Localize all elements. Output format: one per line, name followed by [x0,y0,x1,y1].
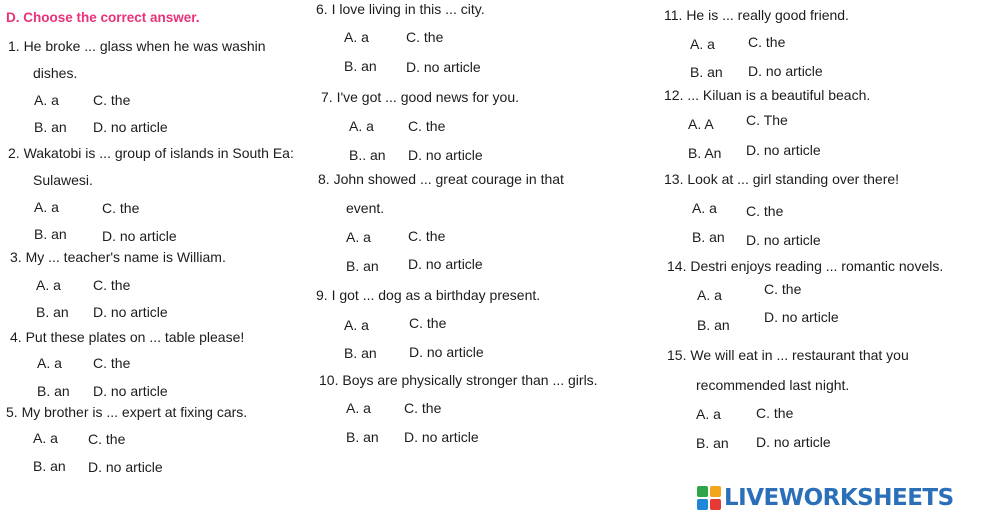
liveworksheets-logo-icon [697,486,721,510]
q14-option-d[interactable]: D. no article [764,309,839,325]
q3-option-c[interactable]: C. the [93,277,131,293]
q6-option-c[interactable]: C. the [406,29,444,45]
q2-option-b[interactable]: B. an [34,226,67,242]
q8-option-c[interactable]: C. the [408,228,446,244]
q4-option-c[interactable]: C. the [93,355,131,371]
q13-option-a[interactable]: A. a [692,200,717,216]
q4-option-d[interactable]: D. no article [93,383,168,399]
question-6-text: 6. I love living in this ... city. [316,1,485,17]
q2-option-d[interactable]: D. no article [102,228,177,244]
question-13-text: 13. Look at ... girl standing over there! [664,171,900,187]
q7-option-a[interactable]: A. a [349,118,374,134]
q9-option-c[interactable]: C. the [409,315,447,331]
q7-option-b[interactable]: B.. an [349,147,386,163]
q9-option-b[interactable]: B. an [344,345,377,361]
q12-option-a[interactable]: A. A [688,116,714,132]
q10-option-c[interactable]: C. the [404,400,442,416]
question-11-text: 11. He is ... really good friend. [664,7,849,23]
question-7-text: 7. I've got ... good news for you. [321,89,520,105]
question-1-text-cont: dishes. [33,65,78,81]
q11-option-a[interactable]: A. a [690,36,715,52]
q11-option-b[interactable]: B. an [690,64,723,80]
question-15-text-cont: recommended last night. [696,377,850,393]
q10-option-a[interactable]: A. a [346,400,371,416]
q9-option-d[interactable]: D. no article [409,344,484,360]
q4-option-a[interactable]: A. a [37,355,62,371]
question-15-text: 15. We will eat in ... restaurant that you [667,347,909,363]
q3-option-d[interactable]: D. no article [93,304,168,320]
q12-option-b[interactable]: B. An [688,145,722,161]
question-12-text: 12. ... Kiluan is a beautiful beach. [664,87,871,103]
q1-option-c[interactable]: C. the [93,92,131,108]
q11-option-c[interactable]: C. the [748,34,786,50]
q5-option-c[interactable]: C. the [88,431,126,447]
q14-option-c[interactable]: C. the [764,281,802,297]
q6-option-a[interactable]: A. a [344,29,369,45]
question-8-text-cont: event. [346,200,385,216]
question-3-text: 3. My ... teacher's name is William. [10,249,226,265]
question-10-text: 10. Boys are physically stronger than ... girls. [319,372,598,388]
q6-option-d[interactable]: D. no article [406,59,481,75]
q15-option-a[interactable]: A. a [696,406,721,422]
q2-option-c[interactable]: C. the [102,200,140,216]
q10-option-d[interactable]: D. no article [404,429,479,445]
question-2-text: 2. Wakatobi is ... group of islands in South Ea: [8,145,294,161]
question-5-text: 5. My brother is ... expert at fixing cars. [6,404,248,420]
q13-option-c[interactable]: C. the [746,203,784,219]
q8-option-d[interactable]: D. no article [408,256,483,272]
q5-option-d[interactable]: D. no article [88,459,163,475]
q5-option-b[interactable]: B. an [33,458,66,474]
q6-option-b[interactable]: B. an [344,58,377,74]
q14-option-a[interactable]: A. a [697,287,722,303]
q1-option-a[interactable]: A. a [34,92,59,108]
q12-option-c[interactable]: C. The [746,112,788,128]
q8-option-a[interactable]: A. a [346,229,371,245]
q15-option-c[interactable]: C. the [756,405,794,421]
brand-name: LIVEWORKSHEETS [724,485,954,511]
question-4-text: 4. Put these plates on ... table please! [10,329,245,345]
q3-option-b[interactable]: B. an [36,304,69,320]
question-8-text: 8. John showed ... great courage in that [318,171,564,187]
q8-option-b[interactable]: B. an [346,258,379,274]
q13-option-b[interactable]: B. an [692,229,725,245]
q10-option-b[interactable]: B. an [346,429,379,445]
q3-option-a[interactable]: A. a [36,277,61,293]
q15-option-b[interactable]: B. an [696,435,729,451]
q15-option-d[interactable]: D. no article [756,434,831,450]
q4-option-b[interactable]: B. an [37,383,70,399]
q1-option-d[interactable]: D. no article [93,119,168,135]
section-heading: D. Choose the correct answer. [6,10,200,25]
q7-option-d[interactable]: D. no article [408,147,483,163]
q11-option-d[interactable]: D. no article [748,63,823,79]
q1-option-b[interactable]: B. an [34,119,67,135]
q7-option-c[interactable]: C. the [408,118,446,134]
q9-option-a[interactable]: A. a [344,317,369,333]
question-2-text-cont: Sulawesi. [33,172,93,188]
question-14-text: 14. Destri enjoys reading ... romantic novels. [667,258,944,274]
q5-option-a[interactable]: A. a [33,430,58,446]
q12-option-d[interactable]: D. no article [746,142,821,158]
liveworksheets-logo [697,484,954,512]
q13-option-d[interactable]: D. no article [746,232,821,248]
q14-option-b[interactable]: B. an [697,317,730,333]
q2-option-a[interactable]: A. a [34,199,59,215]
question-9-text: 9. I got ... dog as a birthday present. [316,287,541,303]
question-1-text: 1. He broke ... glass when he was washin [8,38,266,54]
